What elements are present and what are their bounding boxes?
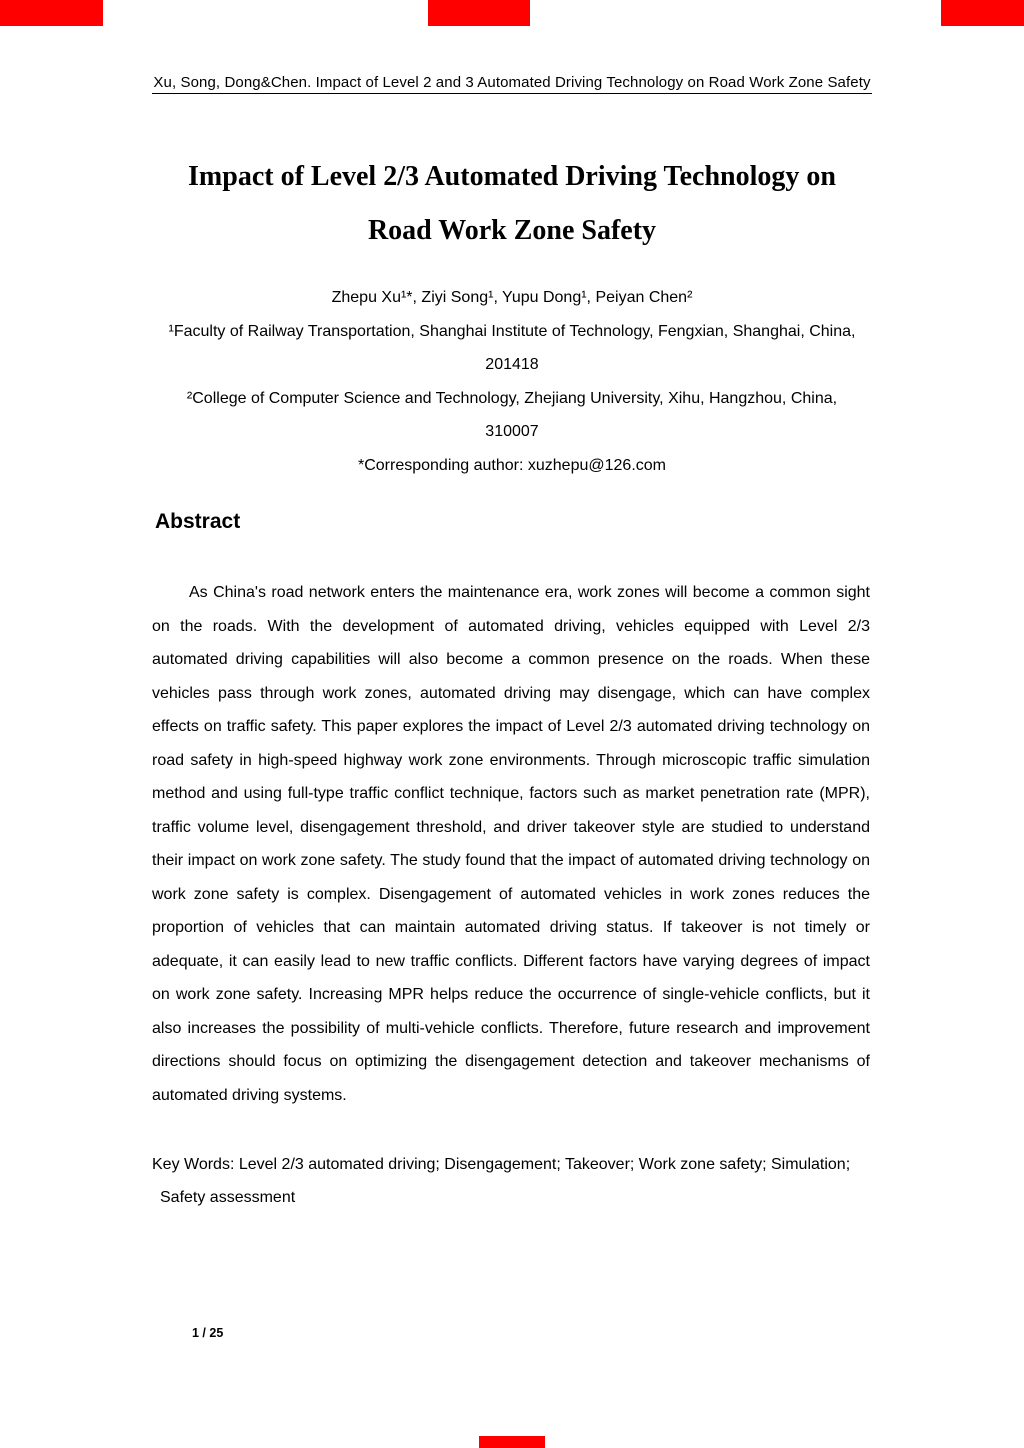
running-head: Xu, Song, Dong&Chen. Impact of Level 2 and 3 Automated Driving Technology on Road Work Zone Safety (153, 74, 871, 91)
keywords-line: Key Words: Level 2/3 automated driving; Disengagement; Takeover; Work zone safety; Simulation; Safety assessment (152, 1156, 851, 1206)
corresponding-author-line: *Corresponding author: xuzhepu@126.com (358, 456, 666, 474)
paper-title-line1: Impact of Level 2/3 Automated Driving Technology on (188, 161, 836, 192)
affiliation-2: ²College of Computer Science and Technology, Zhejiang University, Xihu, Hangzhou, China, (186, 389, 838, 407)
red-edge-artifact-top-left (0, 0, 103, 26)
affiliation-1-postcode: 201418 (485, 356, 539, 374)
abstract-heading: Abstract (155, 510, 241, 533)
header-rule (152, 93, 872, 94)
page-number: 1 / 25 (192, 1326, 224, 1340)
red-edge-artifact-top-center (428, 0, 530, 26)
abstract-paragraph: As China's road network enters the maintenance era, work zones will become a common sight on the roads. With the development of automated driving, vehicles equipped with Level 2/3 automated driving capabilities will also become a common presence on the roads. When these vehicles pass through work zones, automated driving may disengage, which can have complex effects on traffic safety. This paper explores the impact of Level 2/3 automated driving technology on road safety in high-speed highway work zone environments. Through microscopic traffic simulation method and using full-type traffic conflict technique, factors such as market penetration rate (MPR), traffic volume level, disengagement threshold, and driver takeover style are studied to understand their impact on work zone safety. The study found that the impact of automated driving technology on work zone safety is complex. Disengagement of automated vehicles in work zones reduces the proportion of vehicles that can maintain automated driving status. If takeover is not timely or adequate, it can easily lead to new traffic conflicts. Different factors have varying degrees of impact on work zone safety. Increasing MPR helps reduce the occurrence of single-vehicle conflicts, but it also increases the possibility of multi-vehicle conflicts. Therefore, future research and improvement directions should focus on optimizing the disengagement detection and takeover mechanisms of automated driving systems. (152, 584, 870, 1104)
authors-line: Zhepu Xu¹*, Ziyi Song¹, Yupu Dong¹, Peiyan Chen² (331, 289, 693, 306)
author-affiliation-block (152, 281, 872, 483)
paper-title-line2: Road Work Zone Safety (367, 215, 657, 246)
affiliation-2-postcode: 310007 (485, 423, 539, 441)
red-edge-artifact-top-right (941, 0, 1024, 26)
affiliation-1: ¹Faculty of Railway Transportation, Shanghai Institute of Technology, Fengxian, Shanghai, China, (168, 322, 856, 340)
paper-title (0, 150, 1024, 258)
red-edge-artifact-bottom (479, 1436, 545, 1448)
